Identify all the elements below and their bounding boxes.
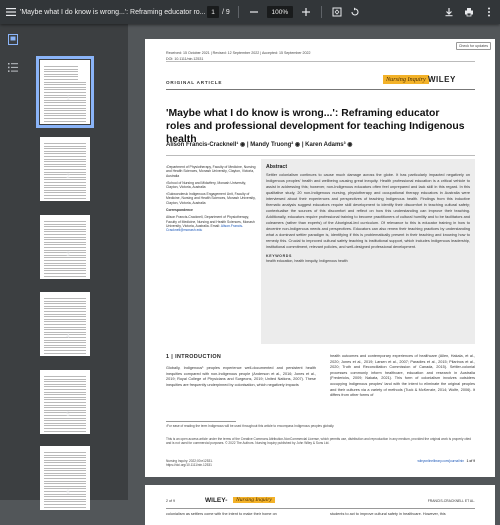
article-title: 'Maybe what I do know is wrong...': Reframing educator roles and professional development for teaching Indigenous health	[166, 108, 465, 145]
thumbnail-text-line	[44, 121, 86, 122]
body-column-right: health outcomes and contemporary experiences of healthcare (Allen, Hakala, et al., 2020; Jones et al., 2019; Larsen et al., 2007; Paradies et al., 2015; Pilarinos et al., 2020; Truth and Reconciliation Commission of Canada, 2015). Settler-colonial processes commonly inform healthcare, education and research in Australia (Fredericks, 2009; Nakata, 2021). This form of colonialism involves outsiders occupying Indigenous peoples' land with the intent to eliminate the original peoples and their cultures via a variety of methods (Tuck & McKenzie, 2014; Wolfe, 2006). It differs from other forms of	[330, 354, 475, 398]
thumbnail-text-line	[44, 221, 86, 222]
thumbnail-text-line	[44, 311, 86, 312]
pdf-page-1	[145, 39, 495, 477]
affiliations	[166, 165, 256, 235]
thumbnail-text-line	[44, 475, 86, 476]
thumbnail-text-line	[44, 105, 86, 106]
doi-text: DOI: 10.1111/nin.12531	[166, 57, 204, 61]
footer-journal: Nursing Inquiry. 2022;00:e12531.	[166, 459, 213, 463]
total-pages: / 9	[222, 8, 230, 16]
thumbnail-text-line	[44, 298, 86, 299]
thumbnail-text-line	[44, 347, 86, 348]
thumbnail-text-line	[44, 84, 86, 85]
thumbnail-text-line	[44, 151, 86, 152]
thumbnail-text-line	[44, 407, 86, 408]
page2-running-head: FRANCIS-CRACKNELL ET AL.	[427, 499, 475, 503]
thumbnail-text-line	[44, 329, 86, 330]
thumbnail-label: 3	[66, 252, 70, 258]
thumbnail-text-line	[44, 478, 86, 479]
keywords-text: health education, health inequity, Indigenous health	[266, 259, 348, 263]
thumbnail-text-line	[44, 504, 86, 505]
rotate-icon[interactable]	[348, 5, 362, 19]
thumbnail-text-line	[44, 242, 86, 243]
page2-journal-logo: Nursing Inquiry	[233, 497, 275, 503]
thumbnail-text-line	[44, 237, 86, 238]
thumbnail-text-line	[44, 110, 86, 111]
author-list: Alison Francis-Cracknell¹ ◉ | Mandy Truong² ◉ | Karen Adams³ ◉	[166, 142, 353, 148]
page2-number: 2 of 9	[166, 499, 175, 503]
thumbnail-text-line	[44, 229, 86, 230]
thumbnail-text-line	[44, 301, 86, 302]
affiliation: ²School of Nursing and Midwifery, Monash University, Clayton, Victoria, Australia	[166, 180, 246, 190]
page-number-input[interactable]: 1	[207, 6, 219, 18]
thumbnail-text-line	[44, 198, 86, 199]
download-icon[interactable]	[442, 5, 456, 19]
thumbnail-text-line	[44, 332, 86, 333]
thumbnail-text-line	[44, 410, 86, 411]
footer-url[interactable]: https://doi.org/10.1111/nin.12531	[166, 463, 212, 468]
thumbnails-view-icon[interactable]	[6, 32, 20, 46]
thumbnail-text-line	[44, 321, 86, 322]
page-thumbnail-4[interactable]	[40, 292, 90, 356]
print-icon[interactable]	[462, 5, 476, 19]
thumbnail-text-line	[44, 159, 86, 160]
thumbnail-text-line	[44, 182, 86, 183]
footer-page-number: 1 of 9	[466, 459, 475, 463]
thumbnail-text-line	[44, 308, 86, 309]
thumbnail-text-line	[44, 431, 86, 432]
thumbnail-text-line	[44, 273, 86, 274]
thumbnail-text-line	[44, 234, 86, 235]
thumbnail-text-line	[44, 392, 86, 393]
page2-text-left: colonialism as settlers come with the intent to make their home on	[166, 512, 277, 516]
document-title: 'Maybe what I do know is wrong...': Reframing educator ro...	[20, 8, 206, 16]
header-rule	[166, 61, 475, 62]
page-footer-right	[417, 459, 475, 463]
footer-site-link[interactable]: wileyonlinelibrary.com/journal/nin	[417, 459, 464, 463]
thumbnail-text-line	[44, 115, 86, 116]
abstract-box	[261, 159, 475, 344]
menu-icon[interactable]	[4, 0, 18, 24]
thumbnail-text-line	[44, 102, 86, 103]
author-rule	[166, 155, 475, 156]
correspondence-text: Alison Francis-Cracknell, Department of Physiotherapy, Faculty of Medicine, Nursing and Health Sciences, Monash University, Victoria, Australia. Email: Alison.Francis-Cracknell@monash.edu	[166, 215, 255, 233]
thumbnail-text-line	[44, 143, 86, 144]
toolbar-divider	[238, 6, 239, 18]
thumbnail-label: 5	[66, 412, 70, 418]
section-heading: 1 | INTRODUCTION	[166, 354, 222, 360]
thumbnail-text-line	[44, 405, 86, 406]
thumbnail-text-line	[44, 268, 86, 269]
thumbnail-text-line	[44, 195, 86, 196]
keywords-heading: KEYWORDS	[266, 254, 292, 258]
correspondence-label: Correspondence	[166, 208, 193, 213]
zoom-level-input[interactable]: 100%	[267, 6, 293, 18]
thumbnail-text-line	[44, 462, 86, 463]
thumbnail-text-line	[44, 82, 86, 83]
zoom-out-button[interactable]	[247, 5, 261, 19]
thumbnail-text-line	[44, 265, 86, 266]
thumbnail-text-line	[44, 457, 86, 458]
thumbnail-list	[26, 24, 128, 500]
fit-to-page-icon[interactable]	[330, 5, 344, 19]
article-type: ORIGINAL ARTICLE	[166, 80, 223, 85]
page2-text-right: students to act to improve cultural safety in healthcare. However, this	[330, 512, 446, 516]
thumbnail-text-line	[44, 350, 86, 351]
page-thumbnail-5[interactable]	[40, 370, 90, 434]
thumbnail-text-line	[44, 465, 86, 466]
thumbnail-text-line	[44, 501, 86, 502]
check-updates-badge[interactable]: Check for updates	[456, 42, 491, 50]
thumbnail-text-line	[44, 263, 86, 264]
thumbnail-text-line	[44, 425, 86, 426]
thumbnail-text-line	[44, 79, 78, 80]
thumbnail-text-line	[44, 402, 86, 403]
thumbnail-label: 6	[66, 490, 70, 496]
thumbnail-text-line	[44, 224, 86, 225]
abstract-heading: Abstract	[266, 164, 288, 170]
thumbnail-text-line	[44, 423, 86, 424]
thumbnail-text-line	[44, 71, 78, 72]
thumbnail-text-line	[44, 92, 86, 93]
thumbnail-text-line	[44, 74, 78, 75]
publisher-logo: WILEY	[428, 75, 456, 84]
thumbnail-text-line	[44, 146, 86, 147]
thumbnail-text-line	[44, 507, 86, 508]
footnote-rule	[166, 421, 236, 422]
thumbnail-text-line	[44, 455, 86, 456]
thumbnail-text-line	[44, 481, 86, 482]
thumbnail-text-line	[44, 353, 86, 354]
page-footer-left	[166, 459, 213, 467]
received-dates: Received: 15 October 2021 | Revised: 12 September 2022 | Accepted: 15 September 2022	[166, 51, 311, 55]
thumbnail-text-line	[44, 169, 86, 170]
thumbnail-text-line	[44, 397, 86, 398]
page-thumbnail-3[interactable]	[40, 215, 90, 279]
thumbnail-text-line	[44, 231, 86, 232]
thumbnail-text-line	[44, 381, 86, 382]
journal-logo: Nursing Inquiry	[383, 75, 429, 84]
thumbnail-text-line	[44, 319, 86, 320]
thumbnail-text-line	[44, 148, 86, 149]
thumbnail-text-line	[44, 376, 86, 377]
thumbnail-text-line	[44, 483, 86, 484]
thumbnail-text-line	[44, 187, 86, 188]
thumbnail-text-line	[44, 399, 86, 400]
thumbnail-text-line	[44, 108, 86, 109]
thumbnail-text-line	[44, 327, 86, 328]
thumbnail-text-line	[44, 69, 78, 70]
title-rule	[166, 89, 475, 90]
thumbnail-text-line	[44, 460, 86, 461]
pdf-page-2	[145, 485, 495, 525]
license-text: This is an open access article under the terms of the Creative Commons Attribution-NonCommercial License, which permits use, distribution and reproduction in any medium, provided the original work is properly cited and is not used for commercial purposes. © 2022 The Authors. Nursing Inquiry published by John Wiley & Sons Ltd.	[166, 437, 472, 446]
page-thumbnail-6[interactable]	[40, 446, 90, 510]
thumbnail-text-line	[44, 118, 86, 119]
thumbnail-text-line	[44, 468, 86, 469]
thumbnail-text-line	[44, 316, 86, 317]
body-column-left: Globally, Indigenous¹ peoples experience well-documented and persistent health inequities compared with non-Indigenous people (Anderson et al., 2016; Jones et al., 2019; Royal College of Physicians and Surgeons, 2019; United Nations, 2007). These inequities are frequently underpinned by colonisation, which negatively impacts	[166, 366, 316, 387]
thumbnail-text-line	[44, 76, 78, 77]
thumbnail-text-line	[44, 239, 86, 240]
footnote: ¹For ease of reading the term Indigenous will be used throughout this article to encompass Indigenous peoples globally.	[166, 424, 335, 428]
thumbnail-text-line	[44, 314, 86, 315]
page2-rule	[166, 508, 475, 509]
thumbnail-sidebar	[0, 24, 128, 500]
thumbnail-text-line	[44, 306, 86, 307]
thumbnail-text-line	[44, 226, 86, 227]
thumbnail-text-line	[44, 452, 86, 453]
thumbnail-text-line	[44, 270, 86, 271]
thumbnail-text-line	[44, 486, 86, 487]
outline-view-icon[interactable]	[6, 60, 20, 74]
document-viewer[interactable]	[128, 24, 500, 516]
thumbnail-text-line	[44, 496, 86, 497]
thumbnail-label: 1	[66, 96, 70, 102]
thumbnail-text-line	[44, 156, 86, 157]
pdf-toolbar	[0, 0, 500, 24]
thumbnail-text-line	[44, 324, 86, 325]
thumbnail-text-line	[44, 473, 86, 474]
thumbnail-text-line	[44, 192, 86, 193]
thumbnail-text-line	[44, 276, 86, 277]
thumbnail-text-line	[44, 345, 86, 346]
thumbnail-text-line	[44, 113, 86, 114]
thumbnail-text-line	[44, 379, 86, 380]
toolbar-divider	[321, 6, 322, 18]
page2-publisher: WILEY-	[205, 497, 228, 504]
thumbnail-text-line	[44, 428, 86, 429]
thumbnail-text-line	[44, 87, 86, 88]
more-options-icon[interactable]	[482, 5, 496, 19]
page-thumbnail-2[interactable]	[40, 137, 90, 201]
thumbnail-text-line	[44, 172, 86, 173]
thumbnail-text-line	[44, 166, 86, 167]
thumbnail-text-line	[44, 153, 86, 154]
thumbnail-text-line	[44, 384, 86, 385]
affiliation: ¹Department of Physiotherapy, Faculty of Medicine, Nursing and Health Sciences, Monash University, Clayton, Victoria, Australia	[166, 165, 256, 178]
thumbnail-label: 4	[66, 334, 70, 340]
thumbnail-text-line	[44, 470, 86, 471]
thumbnail-text-line	[44, 66, 78, 67]
zoom-in-button[interactable]	[299, 5, 313, 19]
thumbnail-text-line	[44, 247, 86, 248]
thumbnail-label: 2	[66, 174, 70, 180]
thumbnail-text-line	[44, 244, 86, 245]
thumbnail-text-line	[44, 420, 86, 421]
thumbnail-text-line	[44, 389, 86, 390]
thumbnail-text-line	[44, 342, 86, 343]
page-thumbnail-1[interactable]	[40, 60, 90, 124]
thumbnail-text-line	[44, 394, 86, 395]
thumbnail-text-line	[44, 89, 86, 90]
thumbnail-text-line	[44, 250, 86, 251]
thumbnail-text-line	[44, 185, 86, 186]
thumbnail-text-line	[44, 260, 86, 261]
thumbnail-text-line	[44, 190, 86, 191]
thumbnail-text-line	[44, 386, 86, 387]
abstract-text: Settler colonialism continues to cause much damage across the globe. It has particularly impacted negatively on Indigenous peoples' health and wellbeing causing great inequity. Health professional education is a critical vehicle to assist in addressing this; however, non-Indigenous educators often feel unprepared and lack skill in this regard. In this qualitative study, 20 non-Indigenous nursing, physiotherapy and occupational therapy educators in Australia were interviewed about their experiences and perspectives of teaching Indigenous health. Findings from this inductive thematic analysis suggest educators require skill development to identify their discomfort in teaching cultural safety; contextualise the sources of this discomfort and reflect on how this understanding can improve their teaching. Additionally, educators require professional training to become practitioners of cultural humility and to be facilitators and coleamers (rather than experts) of the Aboriginal-led curriculum. Of relevance to this is educator training in how to decentre non-Indigenous needs and perspectives. Educators can also renew their teaching practices by understanding what a dominant settler paradigm is, identifying if this is problematically present in their teaching and knowing how to remedy this. Crucial to improved cultural safety teaching is institutional support, which includes Indigenous leadership, institutional commitment, relevant policies, and well-designed professional development.	[266, 173, 470, 249]
thumbnail-text-line	[44, 303, 86, 304]
affiliation: ³Gukwonderuk Indigenous Engagement Unit, Faculty of Medicine, Nursing and Health Sciences, Monash University, Clayton, Victoria, Australia	[166, 192, 256, 205]
email-link[interactable]: Alison.Francis-Cracknell@monash.edu	[166, 223, 244, 233]
thumbnail-text-line	[44, 499, 86, 500]
thumbnail-text-line	[44, 161, 86, 162]
thumbnail-text-line	[44, 164, 86, 165]
